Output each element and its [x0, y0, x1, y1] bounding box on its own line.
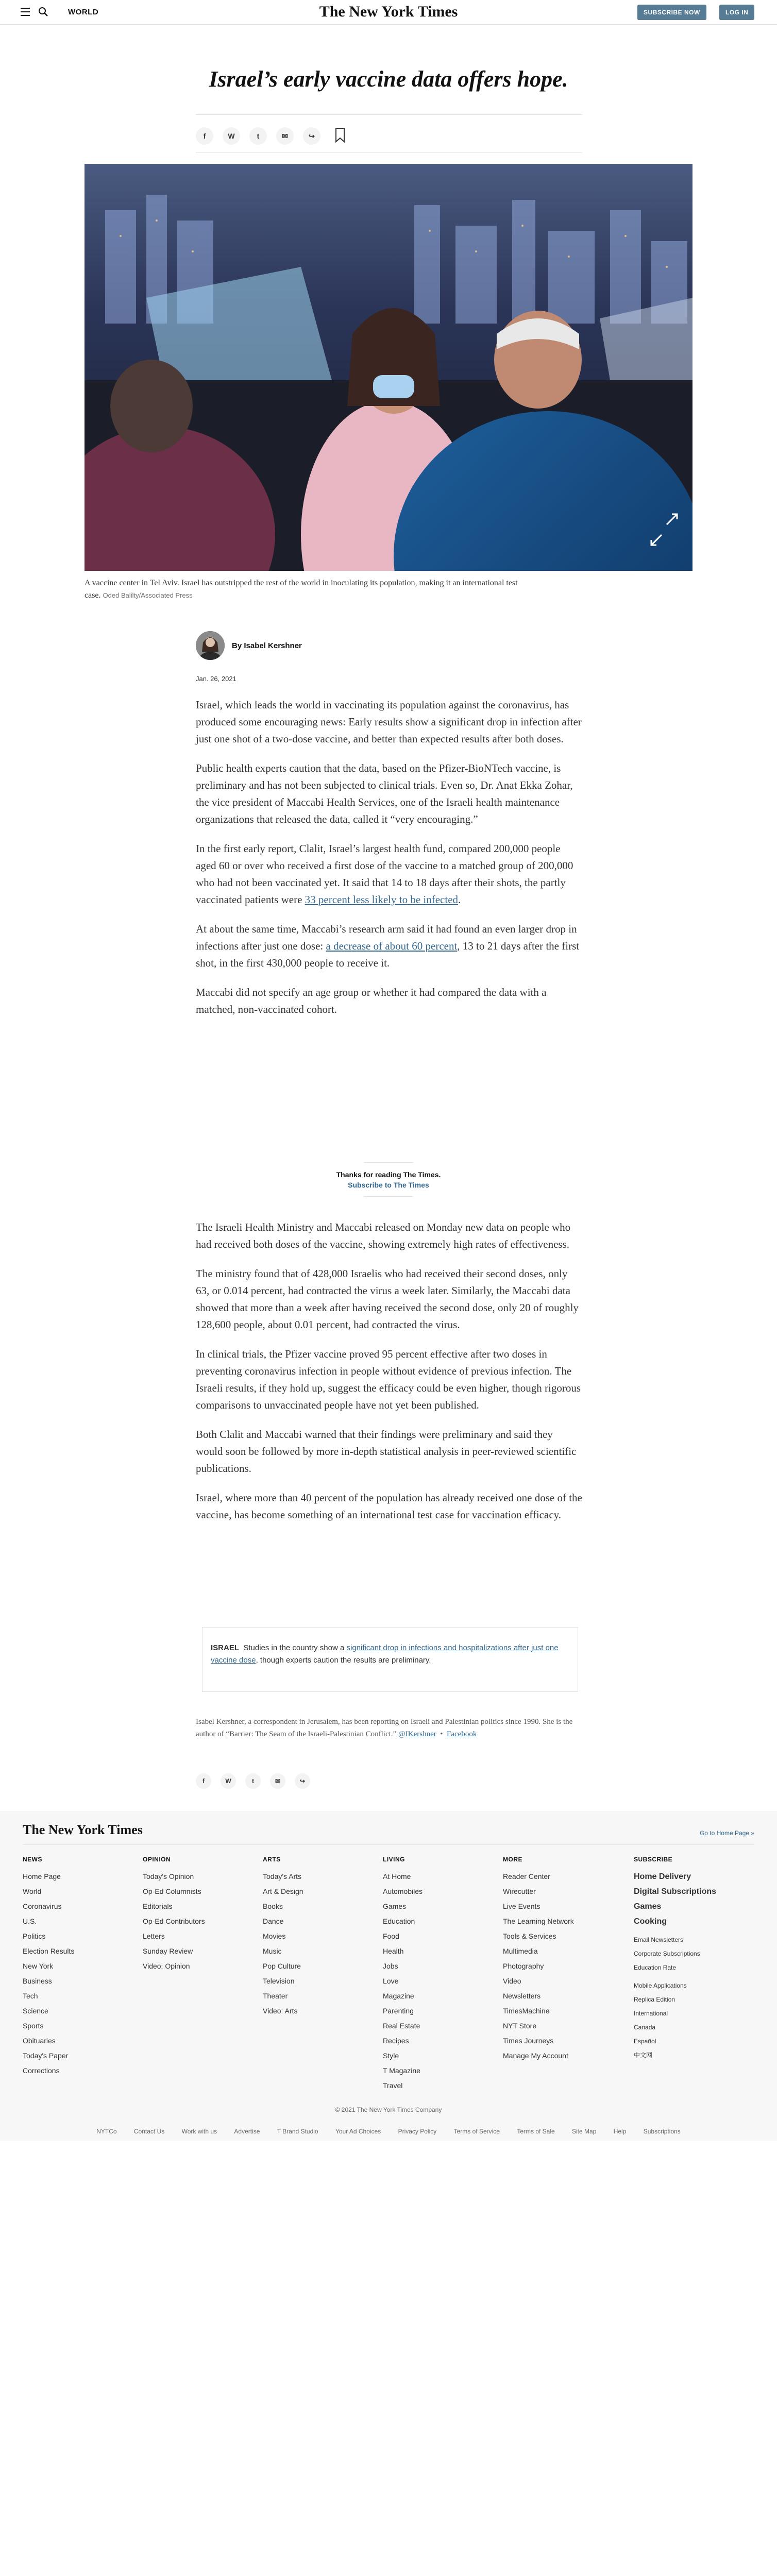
footer-link[interactable]: Corporate Subscriptions: [634, 1950, 700, 1957]
twitter-icon[interactable]: t: [245, 1773, 261, 1789]
footer-link[interactable]: Art & Design: [263, 1887, 303, 1895]
footer-link[interactable]: Español: [634, 2038, 656, 2045]
footer-link[interactable]: Books: [263, 1902, 283, 1910]
divider: [23, 1844, 754, 1845]
footer-link[interactable]: Your Ad Choices: [335, 2128, 381, 2135]
footer-link[interactable]: Work with us: [181, 2128, 217, 2135]
footer-link[interactable]: Home Delivery: [634, 1872, 691, 1881]
footer-link[interactable]: T Brand Studio: [277, 2128, 318, 2135]
related-note: ISRAEL Studies in the country show a significant drop in infections and hospitalizations after just one vaccine dose, though experts caution the results are preliminary.: [202, 1627, 578, 1692]
note-link[interactable]: significant drop in infections and hospitalizations after just one vaccine dose: [211, 1643, 559, 1665]
footer-link[interactable]: U.S.: [23, 1917, 37, 1925]
footer-link[interactable]: Obituaries: [23, 2037, 56, 2045]
footer-link[interactable]: Music: [263, 1947, 282, 1955]
footer-link[interactable]: Parenting: [383, 2007, 414, 2015]
footer-link[interactable]: Today's Opinion: [143, 1872, 194, 1880]
footer-links: [0, 2128, 777, 2135]
divider: [196, 152, 582, 153]
footer-link[interactable]: Cooking: [634, 1917, 667, 1926]
footer-link[interactable]: Letters: [143, 1932, 165, 1940]
footer-link[interactable]: Science: [23, 2007, 48, 2015]
footer-link[interactable]: Digital Subscriptions: [634, 1887, 717, 1896]
email-icon[interactable]: ✉: [270, 1773, 285, 1789]
footer-link[interactable]: The Learning Network: [503, 1917, 574, 1925]
footer-link[interactable]: New York: [23, 1962, 54, 1970]
whatsapp-icon[interactable]: W: [221, 1773, 236, 1789]
footer-link[interactable]: Reader Center: [503, 1872, 550, 1880]
footer-link[interactable]: Video: [503, 1977, 521, 1985]
paragraph: In clinical trials, the Pfizer vaccine proved 95 percent effective after two doses in preventing coronavirus infection in people without evidence of previous infection. The Israeli results, if they hold up, suggest the efficacy could be even higher, though rigorous comparisons to unvaccinated people have not yet been published.: [196, 1348, 581, 1411]
facebook-icon[interactable]: f: [196, 127, 213, 145]
footer-link[interactable]: Newsletters: [503, 1992, 541, 2000]
note-label: ISRAEL: [211, 1643, 240, 1652]
site-footer: [0, 1811, 777, 2141]
facebook-link[interactable]: Facebook: [447, 1730, 477, 1738]
footer-link[interactable]: Editorials: [143, 1902, 173, 1910]
footer-link[interactable]: Video: Arts: [263, 2007, 298, 2015]
footer-link[interactable]: NYT Store: [503, 2022, 537, 2030]
photo-credit: Oded Balilty/Associated Press: [103, 591, 193, 599]
paragraph: The Israeli Health Ministry and Maccabi released on Monday new data on people who had received both doses of the vaccine, showing extremely high rates of effectiveness.: [196, 1221, 571, 1250]
footer-col-subscribe: SUBSCRIBE Home Delivery Digital Subscriptions Games Cooking Email Newsletters Corporate Subscriptions Education Rate Mobile Applications Replica Edition International Canada Español 中文网: [634, 1856, 742, 2062]
divider: [364, 1196, 413, 1197]
paragraph: At about the same time, Maccabi’s research arm said it had found an even larger drop in infections after just one dose: a decrease of about 60 percent, 13 to 21 days after the first shot, in the first 430,000 people to receive it.: [196, 923, 580, 969]
divider: [364, 1162, 413, 1163]
footer-link[interactable]: Theater: [263, 1992, 288, 2000]
twitter-link[interactable]: @IKershner: [398, 1730, 436, 1738]
footer-link[interactable]: Advertise: [234, 2128, 260, 2135]
footer-link[interactable]: Terms of Service: [453, 2128, 500, 2135]
section-label[interactable]: WORLD: [68, 8, 99, 16]
footer-link[interactable]: Dance: [263, 1917, 284, 1925]
paragraph: Public health experts caution that the data, based on the Pfizer-BioNTech vaccine, is preliminary and has not been subjected to clinical trials. Even so, Dr. Anat Ekka Zohar, the vice president of Maccabi Health Services, one of the Israeli health maintenance organizations that released the data, called it “very encouraging.”: [196, 762, 573, 825]
footer-link[interactable]: Real Estate: [383, 2022, 420, 2030]
infection-link[interactable]: 33 percent less likely to be infected: [305, 893, 459, 906]
subscribe-link[interactable]: Subscribe to The Times: [348, 1181, 429, 1189]
vaccine-center-image: [85, 164, 692, 571]
footer-link[interactable]: Home Page: [23, 1872, 61, 1880]
footer-link[interactable]: Contact Us: [133, 2128, 165, 2135]
footer-link[interactable]: Business: [23, 1977, 52, 1985]
footer-link[interactable]: Manage My Account: [503, 2052, 568, 2060]
email-icon[interactable]: ✉: [276, 127, 294, 145]
footer-link[interactable]: Mobile Applications: [634, 1982, 687, 1989]
footer-link[interactable]: At Home: [383, 1872, 411, 1880]
footer-col-more: MORE Reader Center Wirecutter Live Events The Learning Network Tools & Services Multimedia Photography Video Newsletters TimesMachine NYT Store Times Journeys Manage My Account: [503, 1856, 611, 2063]
footer-link[interactable]: Subscriptions: [643, 2128, 681, 2135]
article-body: [196, 697, 582, 1030]
footer-link[interactable]: Video: Opinion: [143, 1962, 190, 1970]
footer-link[interactable]: Today's Paper: [23, 2052, 69, 2060]
article-body-continued: [196, 1219, 582, 1536]
share-tools: [196, 127, 320, 145]
footer-link[interactable]: Television: [263, 1977, 295, 1985]
footer-link[interactable]: Style: [383, 2052, 399, 2060]
top-navigation-bar: [0, 0, 777, 25]
footer-link[interactable]: Replica Edition: [634, 1996, 675, 2003]
footer-col-opinion: OPINION Today's Opinion Op-Ed Columnists Editorials Op-Ed Contributors Letters Sunday Review Video: Opinion: [143, 1856, 251, 1974]
footer-link[interactable]: Help: [613, 2128, 627, 2135]
paragraph: Israel, where more than 40 percent of the population has already received one dose of the vaccine, has become something of an international test case for vaccination efficacy.: [196, 1492, 582, 1521]
footer-link[interactable]: Op-Ed Contributors: [143, 1917, 205, 1925]
footer-link[interactable]: Recipes: [383, 2037, 409, 2045]
footer-link[interactable]: Love: [383, 1977, 399, 1985]
thanks-text: Thanks for reading The Times.: [336, 1171, 441, 1179]
footer-link[interactable]: Op-Ed Columnists: [143, 1887, 201, 1895]
footer-link[interactable]: Corrections: [23, 2066, 60, 2075]
twitter-icon[interactable]: t: [249, 127, 267, 145]
footer-link[interactable]: Games: [383, 1902, 407, 1910]
footer-link[interactable]: Photography: [503, 1962, 544, 1970]
footer-col-living: LIVING At Home Automobiles Games Education Food Health Jobs Love Magazine Parenting Real Estate Recipes Style T Magazine Travel: [383, 1856, 491, 2093]
footer-link[interactable]: Sports: [23, 2022, 44, 2030]
headline: Israel’s early vaccine data offers hope.: [209, 66, 568, 92]
footer-link[interactable]: Multimedia: [503, 1947, 538, 1955]
footer-link[interactable]: Coronavirus: [23, 1902, 62, 1910]
footer-col-arts: ARTS Today's Arts Art & Design Books Dance Movies Music Pop Culture Television Theater Video: Arts: [263, 1856, 371, 2019]
footer-link[interactable]: Education Rate: [634, 1964, 677, 1971]
paragraph: Both Clalit and Maccabi warned that their findings were preliminary and said they would soon be followed by more in-depth statistical analysis in peer-reviewed scientific publications.: [196, 1428, 577, 1475]
footer-link[interactable]: 中文网: [634, 2052, 653, 2059]
footer-link[interactable]: NYTCo: [96, 2128, 117, 2135]
paragraph: In the first early report, Clalit, Israel’s largest health fund, compared 200,000 people aged 60 or over who received a first dose of the vaccine to a matched group of 200,000 who had not been vaccinated yet. It said that 14 to 18 days after their shots, the partly vaccinated patients were 33 percent less likely to be infected.: [196, 842, 573, 906]
author-avatar: [196, 631, 225, 660]
footer-link[interactable]: International: [634, 2010, 668, 2017]
footer-link[interactable]: Magazine: [383, 1992, 414, 2000]
footer-link[interactable]: Sunday Review: [143, 1947, 193, 1955]
author-name[interactable]: By Isabel Kershner: [232, 641, 302, 650]
share-icon[interactable]: ↪: [295, 1773, 310, 1789]
footer-link[interactable]: Times Journeys: [503, 2037, 554, 2045]
paragraph: The ministry found that of 428,000 Israelis who had received their second doses, only 63, or 0.014 percent, had contracted the virus a week later. Similarly, the Maccabi data showed that more than a week after having received the second dose, only 20 of roughly 128,600 people, about 0.01 percent, had contracted the virus.: [196, 1267, 579, 1331]
whatsapp-icon[interactable]: W: [223, 127, 240, 145]
footer-link[interactable]: Pop Culture: [263, 1962, 301, 1970]
footer-link[interactable]: Privacy Policy: [398, 2128, 437, 2135]
footer-logo[interactable]: The New York Times: [23, 1822, 143, 1837]
paragraph: Israel, which leads the world in vaccinating its population against the coronavirus, has produced some encouraging news: Early results show a significant drop in infection after just one shot of a two-dose vaccine, and better than expected results after both doses.: [196, 699, 582, 745]
footer-link[interactable]: T Magazine: [383, 2066, 420, 2075]
author-bio: Isabel Kershner, a correspondent in Jerusalem, has been reporting on Israeli and Palestinian politics since 1990. She is the author of “Barrier: The Seam of the Israeli-Palestinian Conflict.” @IKershner • Facebook: [196, 1718, 573, 1738]
lead-photo: [85, 164, 692, 571]
paragraph: Maccabi did not specify an age group or whether it had compared the data with a matched, non-vaccinated cohort.: [196, 986, 547, 1015]
footer-link[interactable]: Automobiles: [383, 1887, 423, 1895]
byline: [196, 631, 302, 660]
share-icon[interactable]: ↪: [303, 127, 320, 145]
footer-link[interactable]: Email Newsletters: [634, 1936, 684, 1943]
copyright: © 2021 The New York Times Company: [335, 2106, 442, 2113]
footer-link[interactable]: Games: [634, 1902, 662, 1911]
facebook-icon[interactable]: f: [196, 1773, 211, 1789]
footer-link[interactable]: TimesMachine: [503, 2007, 550, 2015]
photo-caption: [85, 577, 528, 602]
log-in-button[interactable]: LOG IN: [719, 5, 754, 20]
nyt-logo[interactable]: The New York Times: [319, 3, 458, 20]
footer-link[interactable]: Politics: [23, 1932, 46, 1940]
publish-date: Jan. 26, 2021: [196, 675, 237, 683]
footer-link[interactable]: Movies: [263, 1932, 286, 1940]
footer-link[interactable]: Site Map: [572, 2128, 597, 2135]
decrease-link[interactable]: a decrease of about 60 percent: [326, 940, 458, 952]
footer-link[interactable]: Tech: [23, 1992, 38, 2000]
footer-link[interactable]: Travel: [383, 2081, 403, 2090]
divider: [196, 114, 582, 115]
caption-text: A vaccine center in Tel Aviv. Israel has outstripped the rest of the world in inoculating its population, making it an international test case.: [85, 579, 518, 600]
footer-link[interactable]: Health: [383, 1947, 404, 1955]
bookmark-icon[interactable]: [335, 127, 345, 143]
share-tools-bottom: [196, 1773, 310, 1789]
footer-link[interactable]: Education: [383, 1917, 415, 1925]
footer-link[interactable]: Food: [383, 1932, 399, 1940]
footer-link[interactable]: Terms of Sale: [517, 2128, 555, 2135]
footer-link[interactable]: Today's Arts: [263, 1872, 302, 1880]
footer-link[interactable]: Tools & Services: [503, 1932, 556, 1940]
home-page-link[interactable]: Go to Home Page »: [699, 1829, 754, 1837]
footer-col-news: NEWS Home Page World Coronavirus U.S. Politics Election Results New York Business Tech Science Sports Obituaries Today's Paper Corrections: [23, 1856, 131, 2078]
footer-link[interactable]: Wirecutter: [503, 1887, 536, 1895]
footer-link[interactable]: Live Events: [503, 1902, 540, 1910]
footer-link[interactable]: Election Results: [23, 1947, 75, 1955]
footer-link[interactable]: World: [23, 1887, 42, 1895]
footer-link[interactable]: Canada: [634, 2024, 656, 2031]
subscribe-now-button[interactable]: SUBSCRIBE NOW: [637, 5, 706, 20]
footer-link[interactable]: Jobs: [383, 1962, 398, 1970]
